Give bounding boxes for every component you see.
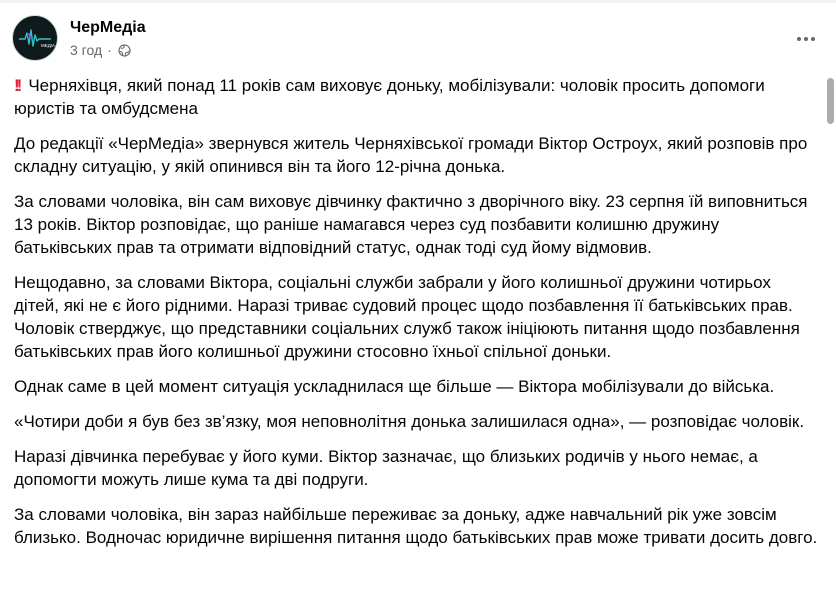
post-paragraph: За словами чоловіка, він зараз найбільше переживає за доньку, адже навчальний рік уже зовсім близько. Водночас юридичне вирішення питання щодо батьківських прав може тривати досить довго. xyxy=(14,505,818,547)
scrollbar-thumb[interactable] xyxy=(827,78,834,124)
post-meta xyxy=(70,41,131,59)
post-body xyxy=(14,74,820,561)
post-paragraph: Нещодавно, за словами Віктора, соціальні служби забрали у його колишньої дружини чотирьох дітей, які не є його рідними. Наразі триває судовий процес щодо позбавлення її батьківських прав. Чоловік стверджує, що представники соціальних служб також ініціюють питання щодо позбавлення батьківських прав його колишньої дружини стосовно їхньої спільної доньки. xyxy=(14,273,800,361)
page-name-link[interactable]: ЧерМедіа xyxy=(70,19,146,36)
page-avatar[interactable] xyxy=(12,15,58,61)
post-paragraph: Однак саме в цей момент ситуація ускладнилася ще більше — Віктора мобілізували до війська. xyxy=(14,377,775,396)
top-divider xyxy=(0,0,836,3)
post-header xyxy=(12,15,824,63)
post-paragraph: Наразі дівчинка перебуває у його куми. Віктор зазначає, що близьких родичів у нього немає, а допомогти можуть лише кума та дві подруги. xyxy=(14,447,758,489)
post-headline xyxy=(14,74,820,120)
more-options-icon-dot xyxy=(811,37,815,41)
headline-text: Черняхівця, який понад 11 років сам виховує доньку, мобілізували: чоловік просить допомоги юристів та омбудсмена xyxy=(14,76,765,118)
double-exclamation-icon: !! xyxy=(14,76,20,95)
post-paragraph: За словами чоловіка, він сам виховує дівчинку фактично з дворічного віку. 23 серпня їй виповниться 13 років. Віктор розповідає, що раніше намагався через суд позбавити колишню дружину батьківських прав та отримати відповідний статус, однак тоді суд йому відмовив. xyxy=(14,192,808,257)
post-paragraph: «Чотири доби я був без зв’язку, моя неповнолітня донька залишилася одна», — розповідає чоловік. xyxy=(14,412,805,431)
globe-icon[interactable] xyxy=(118,44,131,57)
avatar-logo-text: МЕДІА xyxy=(41,43,56,48)
chermedia-logo-icon xyxy=(13,16,57,60)
more-options-button[interactable] xyxy=(788,21,824,57)
post-paragraph: До редакції «ЧерМедіа» звернувся житель Черняхівської громади Віктор Остроух, який розповів про складну ситуацію, у якій опинився він та його 12-річна донька. xyxy=(14,134,808,176)
post-time[interactable]: 3 год xyxy=(70,42,103,58)
more-options-icon-dot xyxy=(797,37,801,41)
more-options-icon-dot xyxy=(804,37,808,41)
meta-separator: · xyxy=(107,42,112,58)
